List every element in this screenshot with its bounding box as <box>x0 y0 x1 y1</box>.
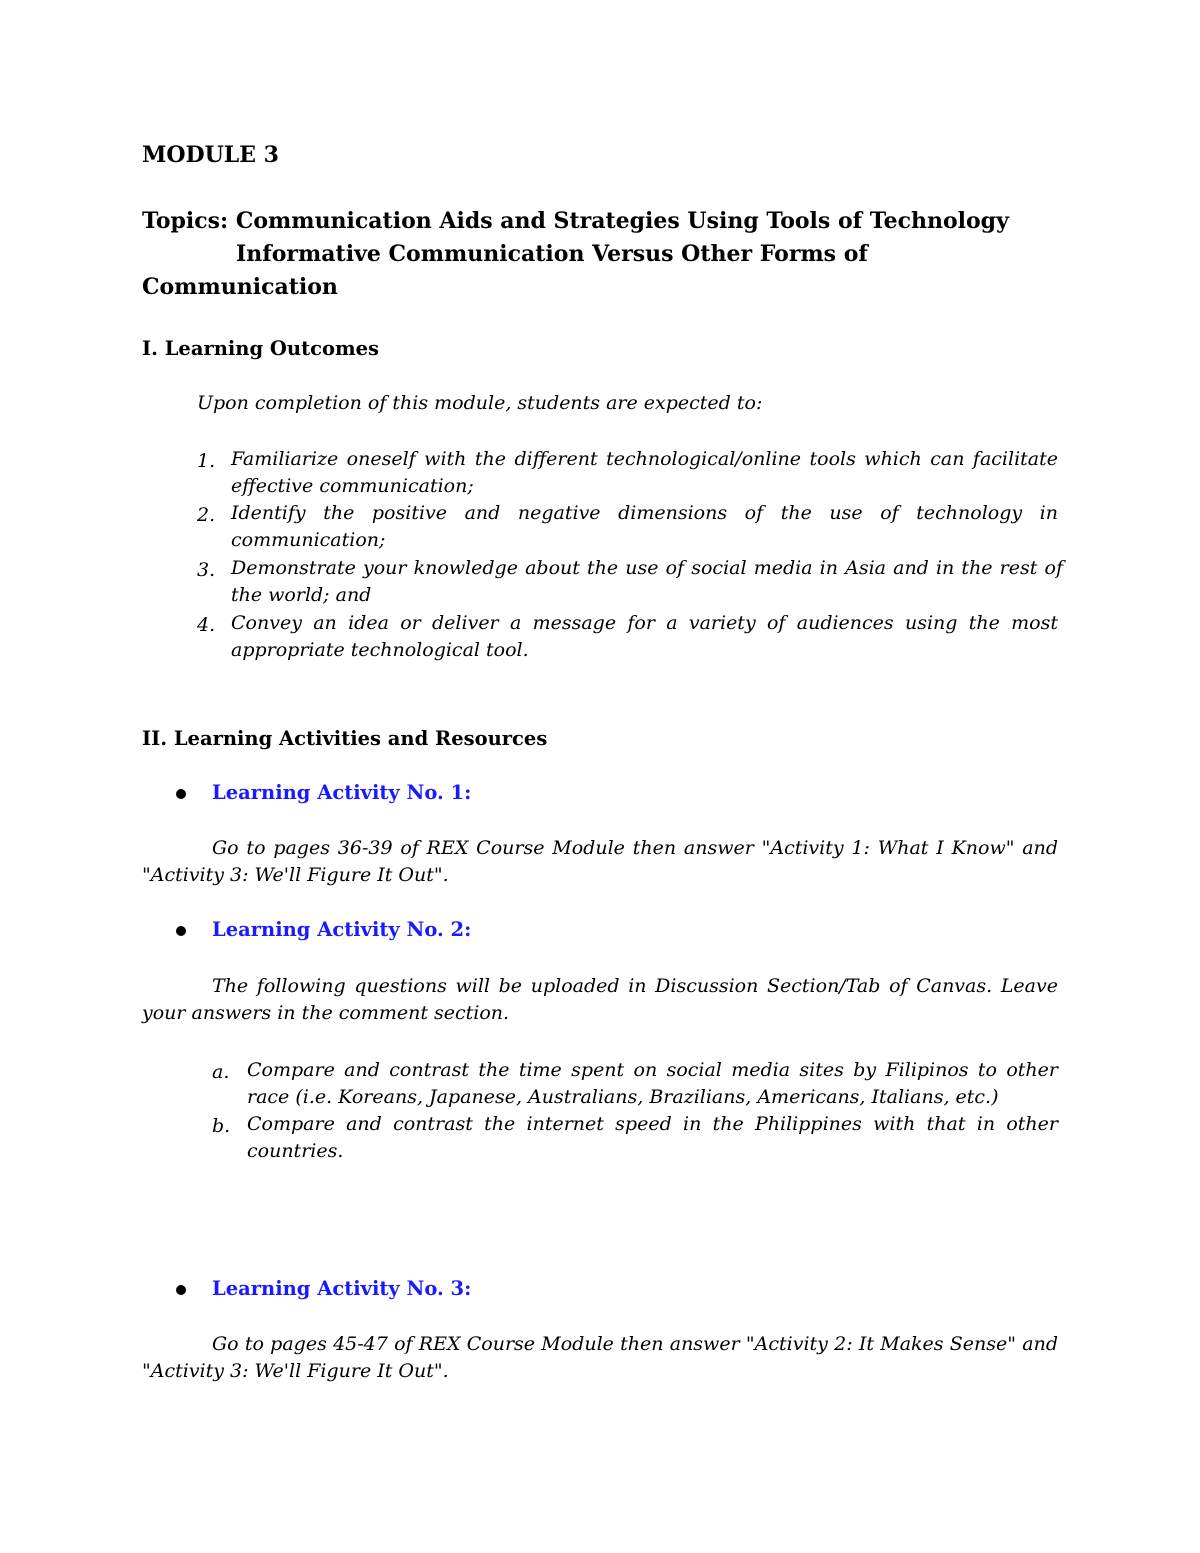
outcomes-intro: Upon completion of this module, students are expected to: <box>197 392 763 414</box>
activity-text: The following questions will be uploaded in Discussion Section/Tab of Canvas. Leave your answers in the comment section. <box>142 975 1058 1024</box>
outcome-item: Identify the positive and negative dimensions of the use of technology in communication; <box>231 502 1058 551</box>
topics-line-2: Informative Communication Versus Other Forms of <box>236 241 868 267</box>
subitem-text: Compare and contrast the time spent on social media sites by Filipinos to other race (i.e. Koreans, Japanese, Australians, Brazilians, Americans, Italians, etc.) <box>247 1059 1058 1108</box>
outcome-number: 1. <box>197 450 216 472</box>
activity-title: Learning Activity No. 3: <box>212 1277 472 1300</box>
activity-text: Go to pages 36-39 of REX Course Module then answer "Activity 1: What I Know" and "Activity 3: We'll Figure It Out". <box>142 837 1058 886</box>
section-heading-activities: II. Learning Activities and Resources <box>142 727 548 750</box>
outcome-item: Demonstrate your knowledge about the use of social media in Asia and in the rest of the world; and <box>231 557 1063 606</box>
outcome-item: Convey an idea or deliver a message for a variety of audiences using the most appropriate technological tool. <box>231 612 1058 661</box>
outcome-item: Familiarize oneself with the different technological/online tools which can facilitate effective communication; <box>231 448 1058 497</box>
bullet-icon <box>176 789 186 799</box>
module-title: MODULE 3 <box>142 142 279 168</box>
activity-title: Learning Activity No. 1: <box>212 781 472 804</box>
activity-title: Learning Activity No. 2: <box>212 918 472 941</box>
outcome-number: 4. <box>197 614 216 636</box>
activity-text: Go to pages 45-47 of REX Course Module then answer "Activity 2: It Makes Sense" and "Activity 3: We'll Figure It Out". <box>142 1333 1058 1382</box>
topics-line-3: Communication <box>142 274 338 300</box>
subitem-letter: b. <box>212 1115 231 1137</box>
topics-line-1: Topics: Communication Aids and Strategies Using Tools of Technology <box>142 208 1009 234</box>
bullet-icon <box>176 1285 186 1295</box>
outcome-number: 2. <box>197 504 216 526</box>
outcome-number: 3. <box>197 559 216 581</box>
subitem-text: Compare and contrast the internet speed in the Philippines with that in other countries. <box>247 1113 1058 1162</box>
bullet-icon <box>176 926 186 936</box>
section-heading-outcomes: I. Learning Outcomes <box>142 337 379 360</box>
subitem-letter: a. <box>212 1061 230 1083</box>
